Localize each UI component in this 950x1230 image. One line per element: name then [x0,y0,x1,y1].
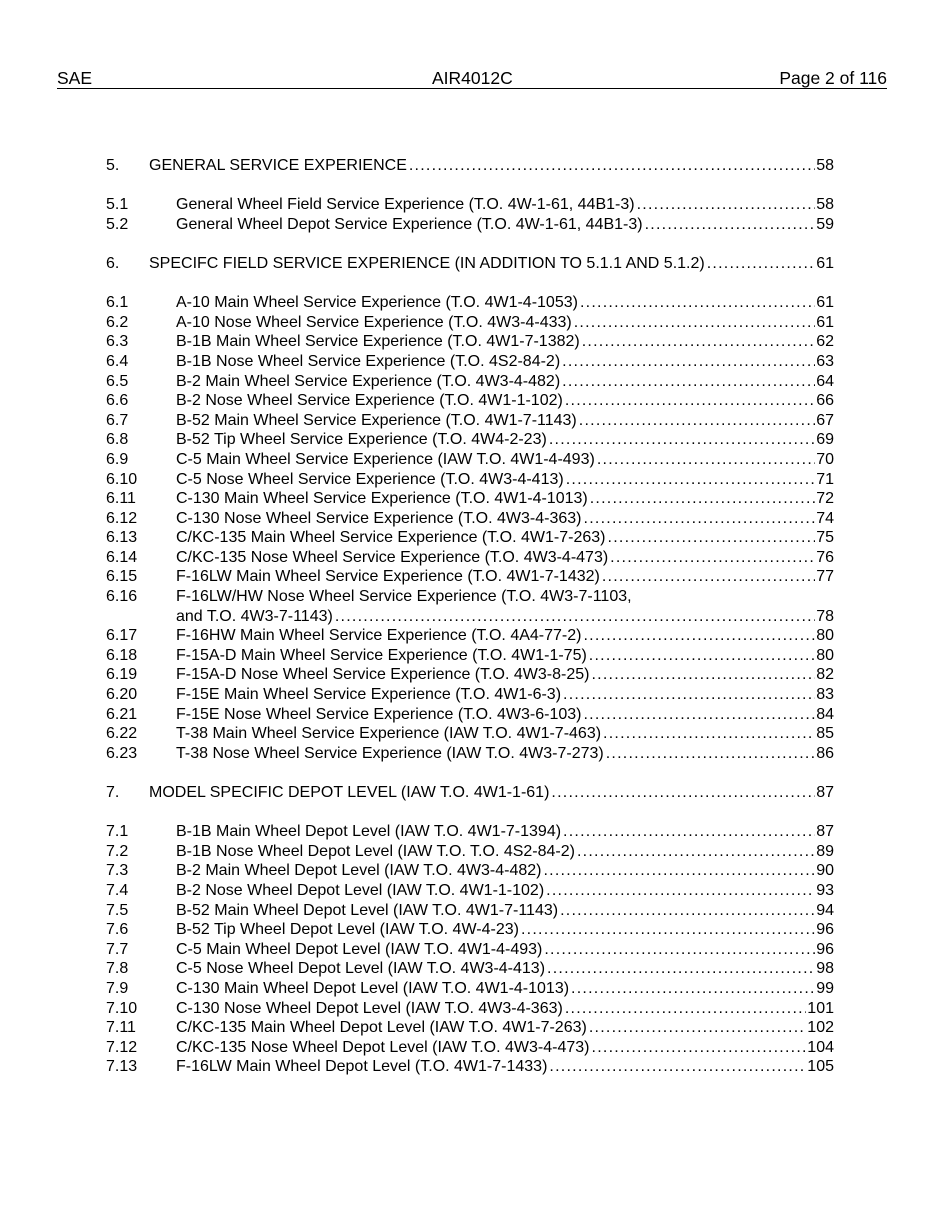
toc-entry-title: C-5 Main Wheel Depot Level (IAW T.O. 4W1-4-493) [176,940,543,958]
toc-entry-number: 7.9 [106,979,129,997]
toc-entry[interactable] [106,901,834,921]
toc-entry-title: General Wheel Depot Service Experience (T.O. 4W-1-61, 44B1-3) [176,215,643,233]
toc-entry-title: MODEL SPECIFIC DEPOT LEVEL (IAW T.O. 4W1-1-61) [149,784,550,801]
toc-entry-title: F-16HW Main Wheel Service Experience (T.O. 4A4-77-2) [176,627,582,645]
toc-entry-number: 6.17 [106,627,138,645]
dot-leader [547,959,815,979]
toc-entry-title: and T.O. 4W3-7-1143) [176,607,333,625]
dot-leader [563,822,815,842]
toc-entry[interactable] [106,822,834,842]
toc-entry-page: 99 [816,979,834,997]
toc-entry[interactable] [106,372,834,392]
toc-entry-page: 66 [816,392,834,410]
toc-entry-title: T-38 Nose Wheel Service Experience (IAW T.O. 4W3-7-273) [176,744,604,762]
toc-entry-title: General Wheel Field Service Experience (T.O. 4W-1-61, 44B1-3) [176,196,635,214]
toc-entry[interactable] [106,548,834,568]
toc-entry-title: B-1B Main Wheel Service Experience (T.O. 4W1-7-1382) [176,333,580,351]
toc-entry-title: C-5 Main Wheel Service Experience (IAW T.O. 4W1-4-493) [176,450,595,468]
toc-entry-page: 105 [807,1058,834,1076]
toc-entry-number: 6.4 [106,352,129,370]
dot-leader [610,548,815,568]
toc-entry[interactable] [106,293,834,313]
toc-entry-page: 62 [816,333,834,351]
toc-entry[interactable] [106,979,834,999]
toc-entry-number: 6.19 [106,666,138,684]
toc-entry-number: 6.3 [106,333,129,351]
toc-entry-number: 6.1 [106,294,129,312]
toc-entry-title: B-52 Main Wheel Service Experience (T.O. 4W1-7-1143) [176,411,577,429]
toc-entry[interactable] [106,920,834,940]
toc-entry[interactable] [106,1018,834,1038]
toc-entry-number: 7.10 [106,999,138,1017]
dot-leader [583,705,815,725]
toc-entry-title: C/KC-135 Nose Wheel Depot Level (IAW T.O. 4W3-4-473) [176,1038,590,1056]
toc-entry-title: B-52 Tip Wheel Depot Level (IAW T.O. 4W-4-23) [176,921,519,939]
toc-section-heading[interactable] [106,783,834,803]
toc-entry[interactable] [106,607,834,627]
dot-leader [584,509,816,529]
dot-leader [560,901,815,921]
toc-entry-number: 6.10 [106,470,138,488]
toc-entry-number: 7.5 [106,901,129,919]
dot-leader [551,783,815,803]
dot-leader [409,156,815,176]
toc-entry-title: GENERAL SERVICE EXPERIENCE [149,157,407,174]
dot-leader [565,999,806,1019]
toc-entry-title: B-52 Main Wheel Depot Level (IAW T.O. 4W1-7-1143) [176,901,559,919]
toc-entry-title: B-1B Nose Wheel Service Experience (T.O. 4S2-84-2) [176,352,561,370]
toc-entry-page: 74 [816,509,834,527]
toc-entry-page: 58 [816,157,834,174]
toc-entry-number: 7. [106,784,120,801]
dot-leader [549,430,815,450]
dot-leader [602,567,815,587]
toc-entry-title: B-2 Main Wheel Depot Level (IAW T.O. 4W3-4-482) [176,862,542,880]
toc-entry-number: 7.7 [106,940,129,958]
toc-entry-number: 6.9 [106,450,129,468]
toc-entry-number: 5.2 [106,215,129,233]
dot-leader [546,881,815,901]
toc-entry-page: 77 [816,568,834,586]
dot-leader [591,665,815,685]
toc-entry-page: 86 [816,744,834,762]
toc-entry-number: 6.6 [106,392,129,410]
toc-entry-number: 6.5 [106,372,129,390]
toc-entry-page: 84 [816,705,834,723]
dot-leader [574,313,815,333]
toc-entry-number: 6.7 [106,411,129,429]
dot-leader [577,842,815,862]
dot-leader [544,940,815,960]
toc-entry-page: 87 [816,823,834,841]
toc-entry-title: B-1B Main Wheel Depot Level (IAW T.O. 4W1-7-1394) [176,823,562,841]
toc-entry-number: 6.11 [106,490,136,508]
toc-entry[interactable] [106,999,834,1019]
toc-entry-number: 6.8 [106,431,129,449]
toc-section-heading[interactable] [106,156,834,176]
toc-entry-page: 61 [816,254,834,272]
toc-entry[interactable] [106,587,834,607]
toc-entry-number: 7.1 [106,823,129,841]
toc-entry-page: 69 [816,431,834,449]
toc-entry[interactable] [106,567,834,587]
toc-entry[interactable] [106,665,834,685]
toc-entry-title: F-16LW Main Wheel Service Experience (T.O. 4W1-7-1432) [176,568,600,586]
dot-leader [563,685,815,705]
toc-entry-number: 7.12 [106,1038,138,1056]
toc-entry-number: 7.2 [106,842,129,860]
toc-section-heading[interactable] [106,254,834,274]
toc-entry-title: C-130 Main Wheel Service Experience (T.O. 4W1-4-1013) [176,490,588,508]
dot-leader [335,607,815,627]
toc-entry-number: 6.20 [106,686,138,704]
toc-entry-page: 80 [816,627,834,645]
toc-entry-number: 5.1 [106,196,129,214]
toc-entry[interactable] [106,1057,834,1077]
toc-entry-page: 87 [816,784,834,801]
toc-entry-title: C-130 Main Wheel Depot Level (IAW T.O. 4W1-4-1013) [176,979,570,997]
dot-leader [590,489,815,509]
toc-entry-title: B-2 Main Wheel Service Experience (T.O. 4W3-4-482) [176,372,561,390]
toc-entry-number: 6.15 [106,568,138,586]
dot-leader [562,372,815,392]
toc-entry-title: F-16LW/HW Nose Wheel Service Experience (T.O. 4W3-7-1103, [176,588,632,606]
toc-entry-title: F-16LW Main Wheel Depot Level (T.O. 4W1-7-1433) [176,1058,548,1076]
toc-entry[interactable] [106,724,834,744]
toc-entry-page: 63 [816,352,834,370]
toc-entry-page: 76 [816,548,834,566]
toc-entry[interactable] [106,352,834,372]
toc-entry[interactable] [106,685,834,705]
toc-entry[interactable] [106,744,834,764]
toc-entry[interactable] [106,528,834,548]
toc-entry[interactable] [106,646,834,666]
toc-entry-page: 89 [816,842,834,860]
toc-entry-number: 6.12 [106,509,138,527]
toc-entry-number: 7.11 [106,1019,136,1037]
toc-entry-title: T-38 Main Wheel Service Experience (IAW T.O. 4W1-7-463) [176,725,602,743]
toc-entry-number: 6.2 [106,313,129,331]
toc-entry-page: 101 [807,999,834,1017]
toc-entry-page: 83 [816,686,834,704]
dot-leader [549,1057,806,1077]
table-of-contents [106,152,834,1077]
toc-entry-title: B-2 Nose Wheel Service Experience (T.O. 4W1-1-102) [176,392,563,410]
header-doc-number: AIR4012C [432,68,513,88]
toc-entry-title: SPECIFC FIELD SERVICE EXPERIENCE (IN ADDITION TO 5.1.1 AND 5.1.2) [149,254,705,272]
toc-entry-page: 90 [816,862,834,880]
toc-entry-page: 61 [816,294,834,312]
toc-entry[interactable] [106,450,834,470]
toc-entry-page: 67 [816,411,834,429]
toc-entry-title: C-130 Nose Wheel Depot Level (IAW T.O. 4W3-4-363) [176,999,563,1017]
dot-leader [606,744,815,764]
dot-leader [566,470,816,490]
toc-entry-page: 102 [807,1019,834,1037]
page-header [57,68,887,89]
toc-entry-title: F-15E Nose Wheel Service Experience (T.O. 4W3-6-103) [176,705,582,723]
toc-entry[interactable] [106,313,834,333]
toc-entry-number: 7.8 [106,960,129,978]
toc-entry-number: 7.4 [106,881,129,899]
dot-leader [597,450,815,470]
toc-entry-number: 6.18 [106,646,138,664]
toc-entry-page: 104 [807,1038,834,1056]
toc-entry[interactable] [106,940,834,960]
toc-entry[interactable] [106,489,834,509]
dot-leader [608,528,816,548]
toc-entry-number: 7.6 [106,921,129,939]
toc-entry-title: B-52 Tip Wheel Service Experience (T.O. 4W4-2-23) [176,431,547,449]
toc-entry[interactable] [106,332,834,352]
toc-entry[interactable] [106,861,834,881]
toc-entry-page: 98 [816,960,834,978]
toc-entry[interactable] [106,215,834,235]
toc-entry[interactable] [106,195,834,215]
toc-entry-title: A-10 Nose Wheel Service Experience (T.O. 4W3-4-433) [176,313,572,331]
toc-entry[interactable] [106,509,834,529]
toc-entry-title: F-15A-D Nose Wheel Service Experience (T.O. 4W3-8-25) [176,666,590,684]
toc-entry-number: 6.22 [106,725,138,743]
dot-leader [589,1018,806,1038]
toc-entry-page: 59 [816,215,834,233]
toc-entry[interactable] [106,842,834,862]
toc-entry[interactable] [106,430,834,450]
toc-entry[interactable] [106,626,834,646]
toc-entry-number: 6.23 [106,744,138,762]
dot-leader [645,215,816,235]
dot-leader [565,391,815,411]
toc-entry-page: 70 [816,450,834,468]
toc-entry[interactable] [106,411,834,431]
toc-entry-page: 94 [816,901,834,919]
toc-entry-page: 72 [816,490,834,508]
dot-leader [571,979,815,999]
toc-entry-title: C-130 Nose Wheel Service Experience (T.O. 4W3-4-363) [176,509,582,527]
toc-entry-title: A-10 Main Wheel Service Experience (T.O. 4W1-4-1053) [176,294,578,312]
dot-leader [579,411,815,431]
toc-entry-number: 6. [106,254,120,272]
dot-leader [589,646,815,666]
toc-entry-page: 58 [816,196,834,214]
toc-entry[interactable] [106,1038,834,1058]
toc-entry[interactable] [106,391,834,411]
dot-leader [592,1038,807,1058]
toc-entry-number: 6.21 [106,705,138,723]
dot-leader [582,332,815,352]
toc-entry[interactable] [106,881,834,901]
toc-entry-title: F-15E Main Wheel Service Experience (T.O. 4W1-6-3) [176,686,562,704]
toc-entry-page: 82 [816,666,834,684]
toc-entry-title: B-1B Nose Wheel Depot Level (IAW T.O. T.O. 4S2-84-2) [176,842,575,860]
toc-entry-title: C-5 Nose Wheel Depot Level (IAW T.O. 4W3-4-413) [176,960,546,978]
header-org: SAE [57,68,93,88]
toc-entry[interactable] [106,705,834,725]
toc-entry-number: 7.3 [106,862,129,880]
toc-entry[interactable] [106,959,834,979]
toc-entry-number: 5. [106,157,120,174]
toc-entry-number: 6.14 [106,548,138,566]
toc-entry-title: C/KC-135 Main Wheel Service Experience (T.O. 4W1-7-263) [176,529,606,547]
toc-entry-number: 6.13 [106,529,138,547]
toc-entry-page: 96 [816,921,834,939]
dot-leader [562,352,815,372]
dot-leader [521,920,815,940]
dot-leader [543,861,815,881]
toc-entry-title: C-5 Nose Wheel Service Experience (T.O. 4W3-4-413) [176,470,564,488]
toc-entry-title: C/KC-135 Nose Wheel Service Experience (T.O. 4W3-4-473) [176,548,609,566]
toc-entry-title: F-15A-D Main Wheel Service Experience (T.O. 4W1-1-75) [176,646,587,664]
toc-entry-page: 78 [816,607,834,625]
toc-entry-title: B-2 Nose Wheel Depot Level (IAW T.O. 4W1-1-102) [176,881,545,899]
toc-entry[interactable] [106,470,834,490]
toc-entry-page: 85 [816,725,834,743]
toc-entry-title: C/KC-135 Main Wheel Depot Level (IAW T.O. 4W1-7-263) [176,1019,587,1037]
dot-leader [637,195,816,215]
toc-entry-number: 7.13 [106,1058,138,1076]
dot-leader [707,254,815,274]
dot-leader [580,293,815,313]
header-page-number: Page 2 of 116 [779,68,887,88]
toc-entry-page: 64 [816,372,834,390]
toc-entry-page: 75 [816,529,834,547]
dot-leader [583,626,815,646]
toc-entry-page: 61 [816,313,834,331]
toc-entry-number: 6.16 [106,588,138,606]
toc-entry-page: 71 [816,470,834,488]
toc-entry-page: 80 [816,646,834,664]
dot-leader [603,724,815,744]
toc-entry-page: 93 [816,881,834,899]
toc-entry-page: 96 [816,940,834,958]
